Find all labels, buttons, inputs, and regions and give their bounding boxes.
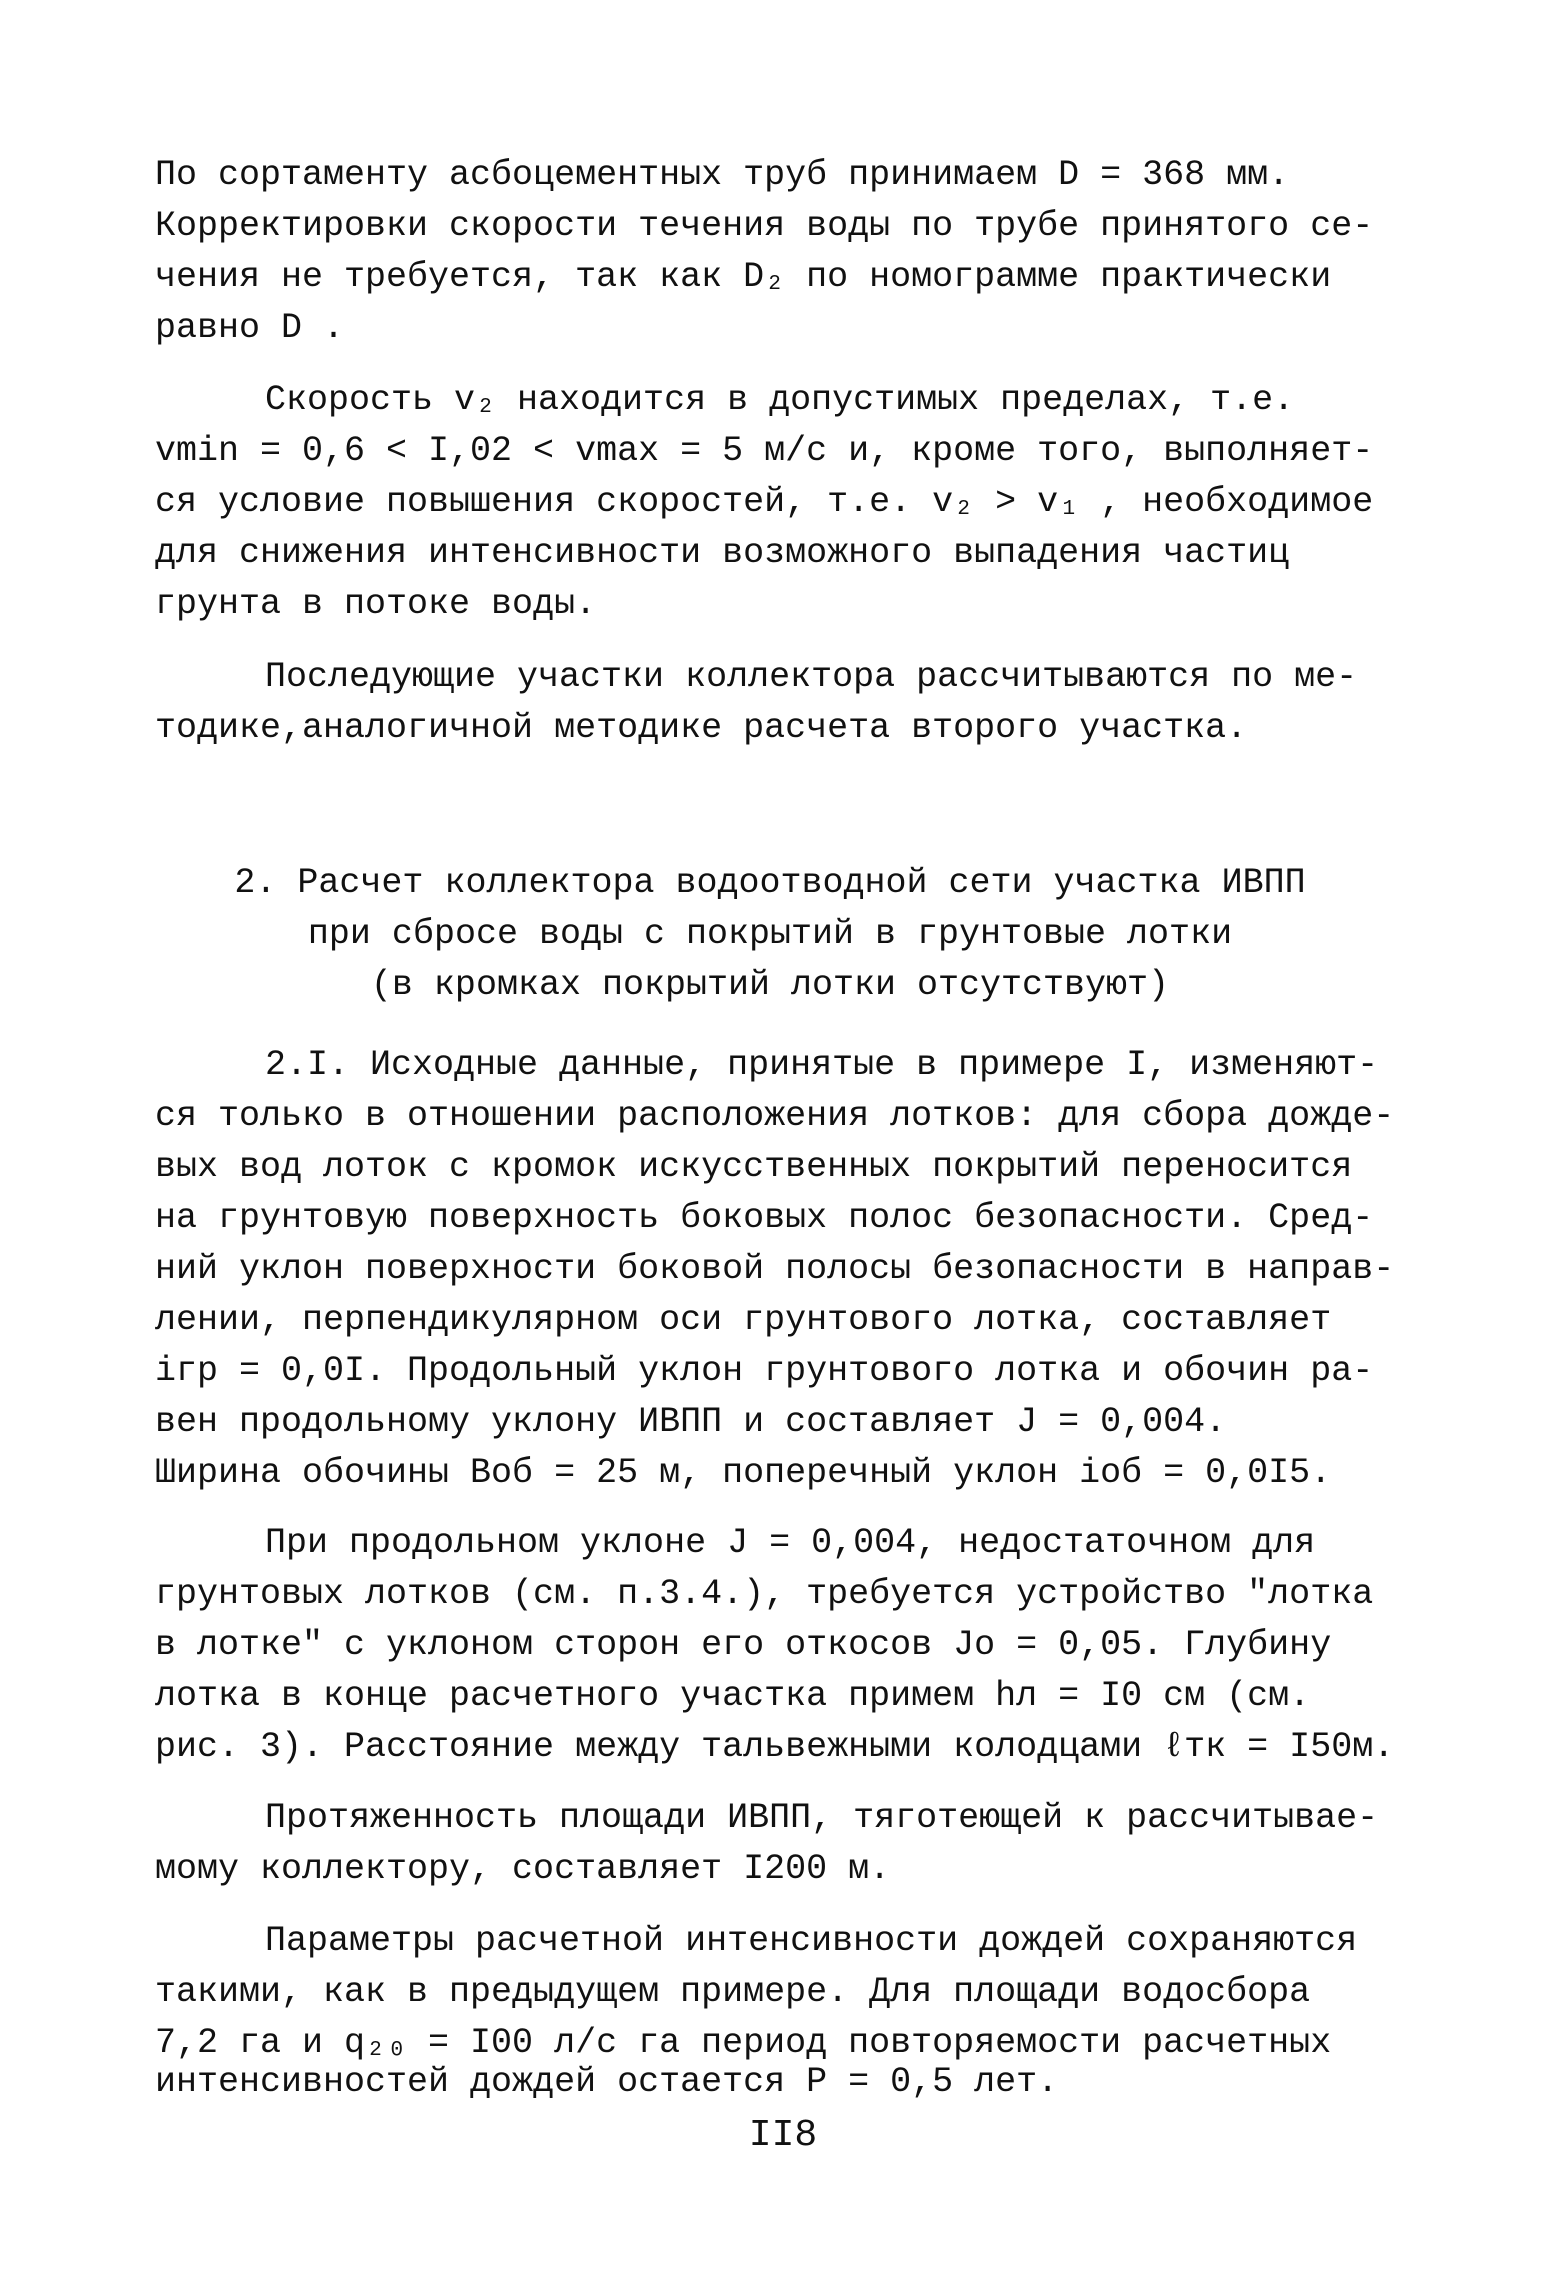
text-line: грунта в потоке воды. xyxy=(155,584,597,624)
text-line: для снижения интенсивности возможного выпадения частиц xyxy=(155,533,1290,573)
paragraph-rain-intensity xyxy=(155,1916,1385,2108)
paragraph-pipe-assortment xyxy=(155,150,1385,354)
text-line: vmin = 0,6 < I,02 < vmax = 5 м/с и, кроме того, выполняет- xyxy=(155,431,1374,471)
text-line: чения не требуется, так как D₂ по номограмме практически xyxy=(155,257,1332,297)
text-line: на грунтовую поверхность боковых полос безопасности. Сред- xyxy=(155,1198,1374,1238)
text-line: Последующие участки коллектора рассчитываются по ме- xyxy=(265,657,1358,697)
text-line: Параметры расчетной интенсивности дождей сохраняются xyxy=(265,1921,1358,1961)
text-line: такими, как в предыдущем примере. Для площади водосбора xyxy=(155,1972,1311,2012)
text-line: лотка в конце расчетного участка примем hл = I0 см (см. xyxy=(155,1676,1311,1716)
text-line: интенсивностей дождей остается P = 0,5 лет. xyxy=(155,2062,1059,2102)
text-line: Ширина обочины Bоб = 25 м, поперечный уклон iоб = 0,0I5. xyxy=(155,1453,1332,1493)
text-line: ний уклон поверхности боковой полосы безопасности в направ- xyxy=(155,1249,1395,1289)
text-line: ся условие повышения скоростей, т.е. v₂ > v₁ , необходимое xyxy=(155,482,1374,522)
heading-line: при сбросе воды с покрытий в грунтовые лотки xyxy=(307,914,1233,954)
text-line: рис. 3). Расстояние между тальвежными колодцами ℓтк = I50м. xyxy=(155,1727,1395,1767)
text-line: Протяженность площади ИВПП, тяготеющей к рассчитывае- xyxy=(265,1798,1379,1838)
text-line: в лотке" с уклоном сторон его откосов Jо = 0,05. Глубину xyxy=(155,1625,1332,1665)
heading-line: (в кромках покрытий лотки отсутствуют) xyxy=(370,965,1170,1005)
text-line: ся только в отношении расположения лотков: для сбора дожде- xyxy=(155,1096,1395,1136)
page-number: II8 xyxy=(748,2114,818,2157)
text-line: лении, перпендикулярном оси грунтового лотка, составляет xyxy=(155,1300,1332,1340)
text-line: Скорость v₂ находится в допустимых пределах, т.е. xyxy=(265,380,1295,420)
text-line: равно D . xyxy=(155,308,345,348)
paragraph-subsequent-sections xyxy=(155,652,1385,754)
text-line: вых вод лоток с кромок искусственных покрытий переносится xyxy=(155,1147,1353,1187)
text-line: По сортаменту асбоцементных труб принимаем D = 368 мм. xyxy=(155,155,1290,195)
text-line: вен продольному уклону ИВПП и составляет J = 0,004. xyxy=(155,1402,1227,1442)
paragraph-velocity xyxy=(155,375,1385,630)
text-line: Корректировки скорости течения воды по трубе принятого се- xyxy=(155,206,1374,246)
paragraph-longitudinal-slope xyxy=(155,1518,1395,1773)
text-line: При продольном уклоне J = 0,004, недостаточном для xyxy=(265,1523,1316,1563)
text-line: 7,2 га и q₂₀ = I00 л/с га период повторяемости расчетных xyxy=(155,2023,1332,2063)
text-line: грунтовых лотков (см. п.3.4.), требуется устройство "лотка xyxy=(155,1574,1374,1614)
text-line: 2.I. Исходные данные, принятые в примере I, изменяют- xyxy=(265,1045,1379,1085)
text-line: тодике,аналогичной методике расчета второго участка. xyxy=(155,708,1248,748)
paragraph-initial-data xyxy=(155,1040,1395,1499)
section-heading xyxy=(155,858,1385,1011)
text-line: мому коллектору, составляет I200 м. xyxy=(155,1849,891,1889)
paragraph-runway-length xyxy=(155,1793,1385,1895)
text-line: iгр = 0,0I. Продольный уклон грунтового лотка и обочин ра- xyxy=(155,1351,1374,1391)
heading-line: 2. Расчет коллектора водоотводной сети участка ИВПП xyxy=(234,863,1306,903)
